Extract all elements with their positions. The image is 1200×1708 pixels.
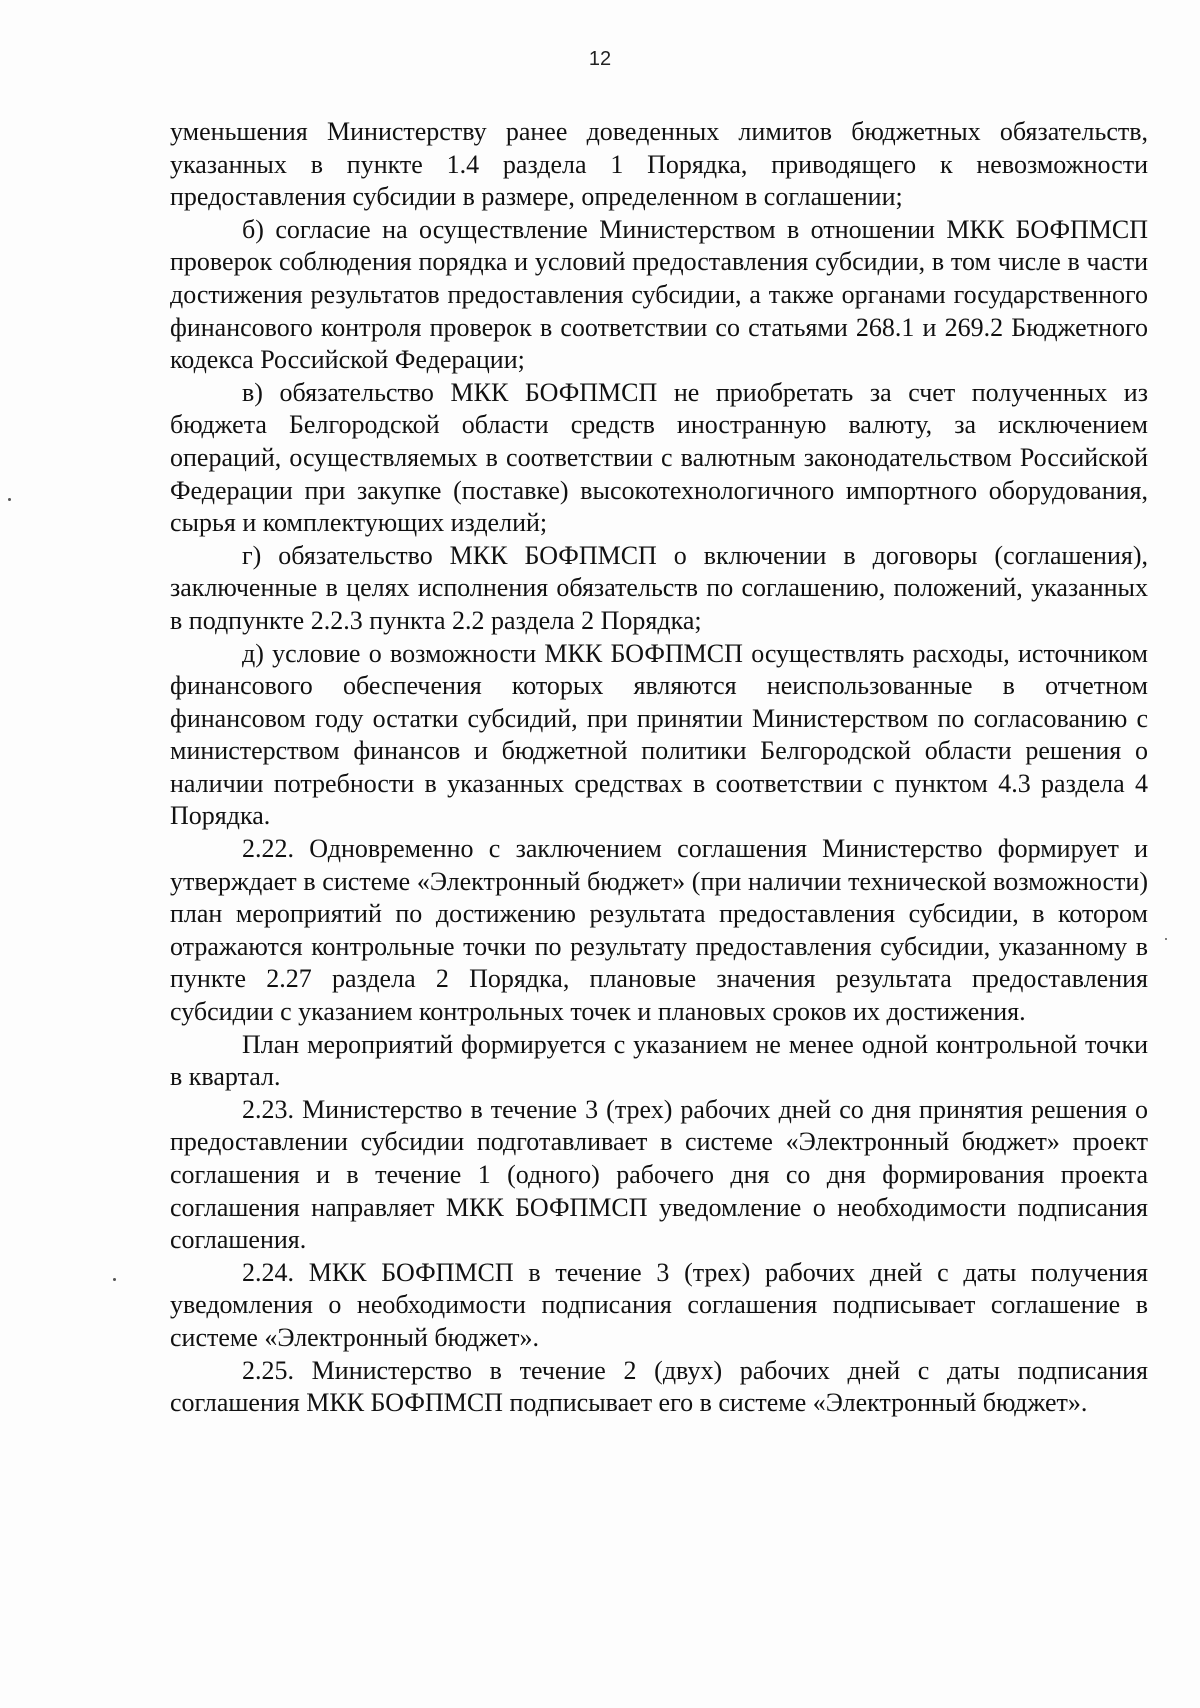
- paragraph-item-g: г) обязательство МКК БОФПМСП о включении в договоры (соглашения), заключенные в целях исполнения обязательств по соглашению, положений, указанных в подпункте 2.2.3 пункта 2.2 раздела 2 Порядка;: [170, 540, 1148, 635]
- page-number: 12: [588, 48, 612, 70]
- paragraph-item-v: в) обязательство МКК БОФПМСП не приобретать за счет полученных из бюджета Белгородской области средств иностранную валюту, за исключением операций, осуществляемых в соответствии с валютным законодательством Российской Федерации при закупке (поставке) высокотехнологичного импортного оборудования, сырья и комплектующих изделий;: [170, 377, 1148, 538]
- paragraph-2-23: 2.23. Министерство в течение 3 (трех) рабочих дней со дня принятия решения о предоставлении субсидии подготавливает в системе «Электронный бюджет» проект соглашения и в течение 1 (одного) рабочего дня со дня формирования проекта соглашения направляет МКК БОФПМСП уведомление о необходимости подписания соглашения.: [170, 1094, 1148, 1255]
- paragraph-continuation: уменьшения Министерству ранее доведенных лимитов бюджетных обязательств, указанных в пункте 1.4 раздела 1 Порядка, приводящего к невозможности предоставления субсидии в размере, определенном в соглашении;: [170, 117, 1148, 212]
- scan-speck: [1165, 938, 1167, 940]
- paragraph-plan: План мероприятий формируется с указанием не менее одной контрольной точки в квартал.: [170, 1029, 1148, 1092]
- paragraph-2-24: 2.24. МКК БОФПМСП в течение 3 (трех) рабочих дней с даты получения уведомления о необходимости подписания соглашения подписывает соглашение в системе «Электронный бюджет».: [170, 1257, 1148, 1352]
- paragraph-item-b: б) согласие на осуществление Министерством в отношении МКК БОФПМСП проверок соблюдения порядка и условий предоставления субсидии, в том числе в части достижения результатов предоставления субсидии, а также органами государственного финансового контроля проверок в соответствии со статьями 268.1 и 269.2 Бюджетного кодекса Российской Федерации;: [170, 214, 1148, 375]
- document-body: [170, 116, 1148, 1420]
- paragraph-2-22: 2.22. Одновременно с заключением соглашения Министерство формирует и утверждает в системе «Электронный бюджет» (при наличии технической возможности) план мероприятий по достижению результата предоставления субсидии, в котором отражаются контрольные точки по результату предоставления субсидии, указанному в пункте 2.27 раздела 2 Порядка, плановые значения результата предоставления субсидии с указанием контрольных точек и плановых сроков их достижения.: [170, 834, 1148, 1027]
- scan-speck: [8, 498, 11, 501]
- paragraph-2-25: 2.25. Министерство в течение 2 (двух) рабочих дней с даты подписания соглашения МКК БОФПМСП подписывает его в системе «Электронный бюджет».: [170, 1355, 1148, 1418]
- scan-speck: [113, 1278, 116, 1281]
- paragraph-item-d: д) условие о возможности МКК БОФПМСП осуществлять расходы, источником финансового обеспечения которых являются неиспользованные в отчетном финансовом году остатки субсидий, при принятии Министерством по согласованию с министерством финансов и бюджетной политики Белгородской области решения о наличии потребности в указанных средствах в соответствии с пунктом 4.3 раздела 4 Порядка.: [170, 638, 1148, 831]
